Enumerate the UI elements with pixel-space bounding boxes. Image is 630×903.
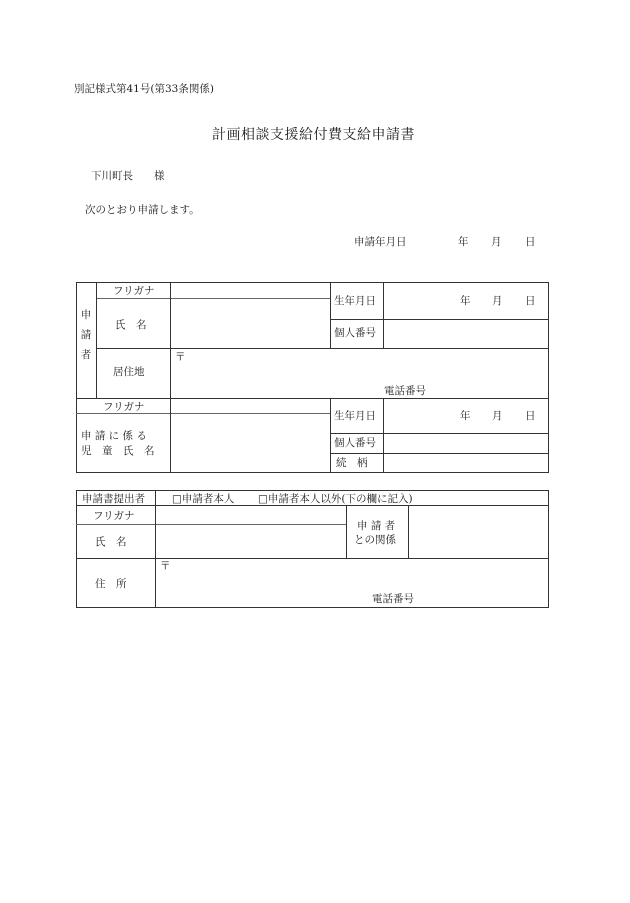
submitter-name-label: 氏 名: [95, 536, 127, 548]
applicant-individual-number-label: 個人番号: [334, 327, 376, 339]
submitter-address-field[interactable]: [156, 559, 548, 589]
child-furigana-label: フリガナ: [103, 401, 145, 413]
applicant-address-field[interactable]: [171, 349, 548, 381]
applicant-birth-month[interactable]: 月: [492, 295, 503, 307]
applicant-address-label: 居住地: [113, 366, 145, 378]
child-birth-day[interactable]: 日: [525, 410, 536, 422]
submitter-postal-mark: 〒: [160, 560, 171, 572]
child-birth-month[interactable]: 月: [492, 410, 503, 422]
submitter-label: 申請書提出者: [82, 493, 145, 505]
child-name-label-line2: 児 童 氏 名: [81, 445, 155, 457]
applicant-furigana-field[interactable]: [171, 283, 329, 298]
form-number: 別記様式第41号(第33条関係): [74, 83, 214, 95]
submitter-option-self[interactable]: □申請者本人: [172, 493, 235, 505]
application-date-day[interactable]: 日: [525, 236, 536, 248]
child-birth-year[interactable]: 年: [460, 410, 471, 422]
submitter-option-other[interactable]: □申請者本人以外(下の欄に記入): [258, 493, 413, 505]
applicant-name-label: 氏 名: [115, 319, 147, 331]
child-name-label-line1: 申 請 に 係 る: [81, 430, 147, 442]
intro-text: 次のとおり申請します。: [85, 204, 200, 216]
applicant-side-label: 申請者: [80, 309, 92, 361]
submitter-relation-field[interactable]: [409, 506, 548, 557]
applicant-postal-mark: 〒: [175, 351, 186, 363]
child-relationship-label: 続 柄: [336, 457, 368, 469]
submitter-furigana-field[interactable]: [156, 506, 345, 524]
child-name-field[interactable]: [171, 414, 329, 472]
applicant-phone-label: 電話番号: [384, 385, 426, 397]
child-birthdate-label: 生年月日: [334, 410, 376, 422]
applicant-individual-number-field[interactable]: [384, 320, 548, 347]
child-relationship-field[interactable]: [384, 454, 548, 472]
submitter-name-field[interactable]: [156, 525, 345, 557]
submitter-relation-label-line1: 申 請 者: [357, 520, 396, 532]
addressee: 下川町長 様: [91, 170, 165, 182]
applicant-birth-year[interactable]: 年: [460, 295, 471, 307]
submitter-phone-label: 電話番号: [372, 593, 414, 605]
applicant-name-field[interactable]: [171, 299, 329, 347]
applicant-birthdate-label: 生年月日: [334, 295, 376, 307]
child-furigana-field[interactable]: [171, 399, 329, 413]
submitter-relation-label-line2: との関係: [354, 534, 396, 546]
child-individual-number-label: 個人番号: [334, 437, 376, 449]
applicant-birth-day[interactable]: 日: [525, 295, 536, 307]
page-title: 計画相談支援給付費支給申請書: [212, 127, 415, 143]
submitter-furigana-label: フリガナ: [93, 510, 135, 522]
child-individual-number-field[interactable]: [384, 434, 548, 452]
application-date-year[interactable]: 年: [458, 236, 469, 248]
submitter-address-label: 住 所: [95, 578, 127, 590]
applicant-furigana-label: フリガナ: [113, 285, 155, 297]
application-date-month[interactable]: 月: [491, 236, 502, 248]
application-date-label: 申請年月日: [354, 236, 407, 248]
